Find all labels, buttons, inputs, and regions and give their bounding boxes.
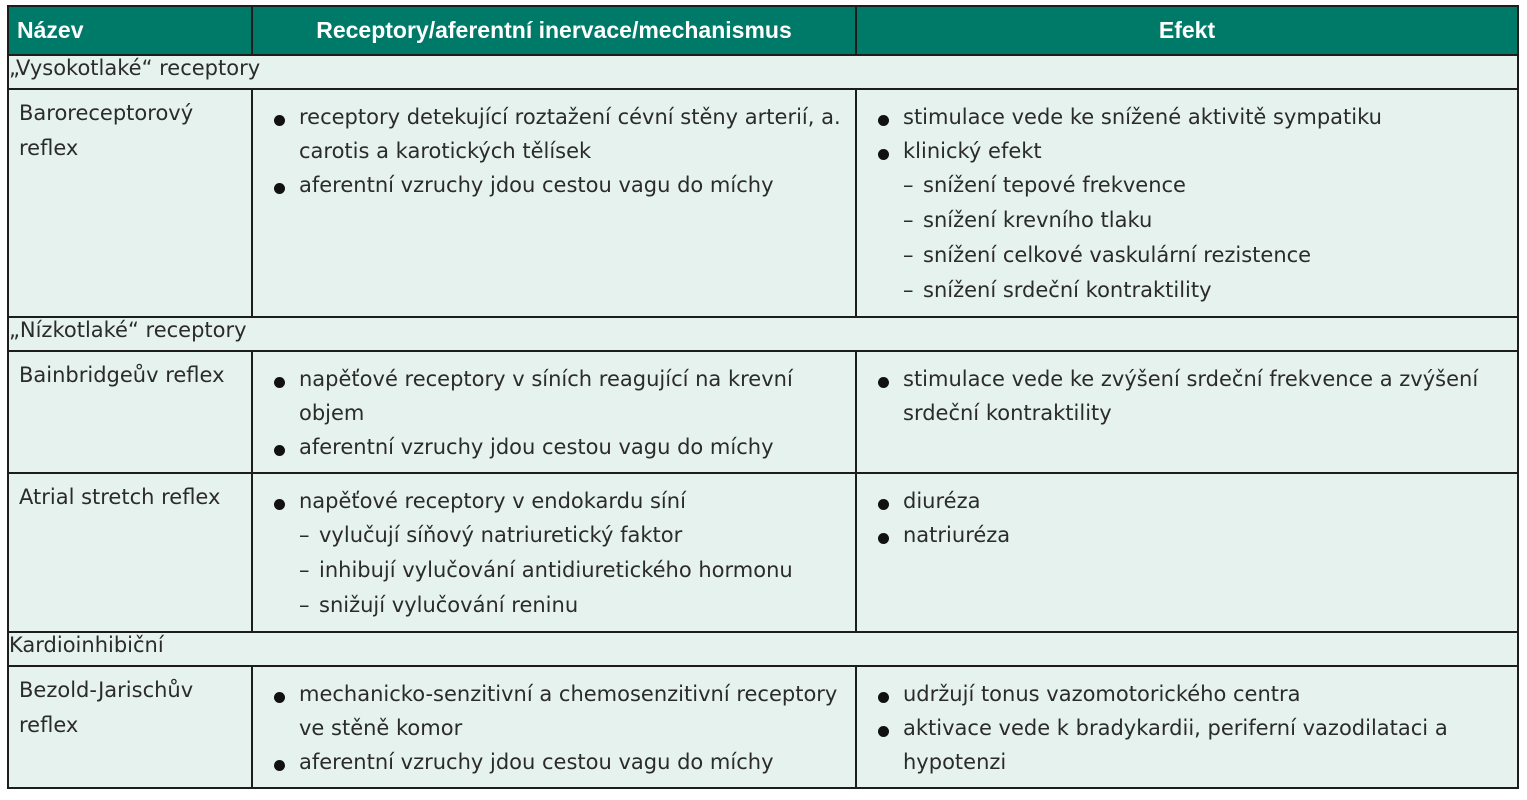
sub-item-text: vylučují síňový natriuretický faktor [319, 523, 683, 547]
column-header-nazev: Název [8, 6, 252, 55]
section-row [8, 55, 1518, 89]
table-row [8, 473, 1518, 632]
table-row [8, 351, 1518, 473]
dash-marker: – [903, 278, 914, 302]
bullet-item: stimulace vede ke zvýšení srdeční frekvence a zvýšení srdeční kontraktility [873, 362, 1507, 430]
sub-item-text: snižují vylučování reninu [319, 593, 579, 617]
mechanism-cell [252, 473, 856, 632]
bullet-item: aferentní vzruchy jdou cestou vagu do míchy [269, 430, 845, 464]
section-title: „Nízkotlaké“ receptory [8, 317, 1518, 351]
sub-item [269, 518, 845, 553]
section-row [8, 632, 1518, 666]
bullet-item: receptory detekující roztažení cévní stěny arterií, a. carotis a karotických tělísek [269, 100, 845, 168]
sub-item-text: snížení tepové frekvence [923, 173, 1186, 197]
sub-item-text: snížení celkové vaskulární rezistence [923, 243, 1312, 267]
table-row [8, 666, 1518, 788]
dash-marker: – [299, 593, 310, 617]
dash-marker: – [903, 208, 914, 232]
column-header-receptory: Receptory/aferentní inervace/mechanismus [252, 6, 856, 55]
table-body [8, 55, 1518, 788]
sub-item-text: inhibují vylučování antidiuretického hormonu [319, 558, 793, 582]
bullet-item: natriuréza [873, 518, 1507, 552]
bullet-item: aferentní vzruchy jdou cestou vagu do míchy [269, 745, 845, 779]
section-row [8, 317, 1518, 351]
section-title: Kardioinhibiční [8, 632, 1518, 666]
dash-marker: – [299, 523, 310, 547]
sub-item [269, 588, 845, 623]
sub-item [873, 273, 1507, 308]
effect-cell [856, 351, 1518, 473]
bullet-item: mechanicko-senzitivní a chemosenzitivní receptory ve stěně komor [269, 677, 845, 745]
sub-item-text: snížení krevního tlaku [923, 208, 1153, 232]
dash-marker: – [903, 243, 914, 267]
reflex-table [7, 5, 1519, 789]
bullet-item: diuréza [873, 484, 1507, 518]
bullet-item: udržují tonus vazomotorického centra [873, 677, 1507, 711]
table-header [8, 6, 1518, 55]
sub-item [269, 553, 845, 588]
bullet-item: klinický efekt [873, 134, 1507, 168]
effect-cell [856, 473, 1518, 632]
reflex-name: Bainbridgeův reflex [8, 351, 252, 473]
dash-marker: – [903, 173, 914, 197]
reflex-name: Bezold-Jarischův reflex [8, 666, 252, 788]
bullet-item: napěťové receptory v endokardu síní [269, 484, 845, 518]
column-header-efekt: Efekt [856, 6, 1518, 55]
mechanism-cell [252, 89, 856, 317]
bullet-item: aktivace vede k bradykardii, periferní vazodilataci a hypotenzi [873, 711, 1507, 779]
reflex-name: Atrial stretch reflex [8, 473, 252, 632]
bullet-item: napěťové receptory v síních reagující na krevní objem [269, 362, 845, 430]
sub-item [873, 238, 1507, 273]
dash-marker: – [299, 558, 310, 582]
bullet-item: stimulace vede ke snížené aktivitě sympatiku [873, 100, 1507, 134]
effect-cell [856, 89, 1518, 317]
reflex-name: Baroreceptorový reflex [8, 89, 252, 317]
sub-item [873, 168, 1507, 203]
bullet-item: aferentní vzruchy jdou cestou vagu do míchy [269, 168, 845, 202]
header-row [8, 6, 1518, 55]
section-title: „Vysokotlaké“ receptory [8, 55, 1518, 89]
sub-item [873, 203, 1507, 238]
effect-cell [856, 666, 1518, 788]
table-row [8, 89, 1518, 317]
mechanism-cell [252, 351, 856, 473]
mechanism-cell [252, 666, 856, 788]
sub-item-text: snížení srdeční kontraktility [923, 278, 1212, 302]
